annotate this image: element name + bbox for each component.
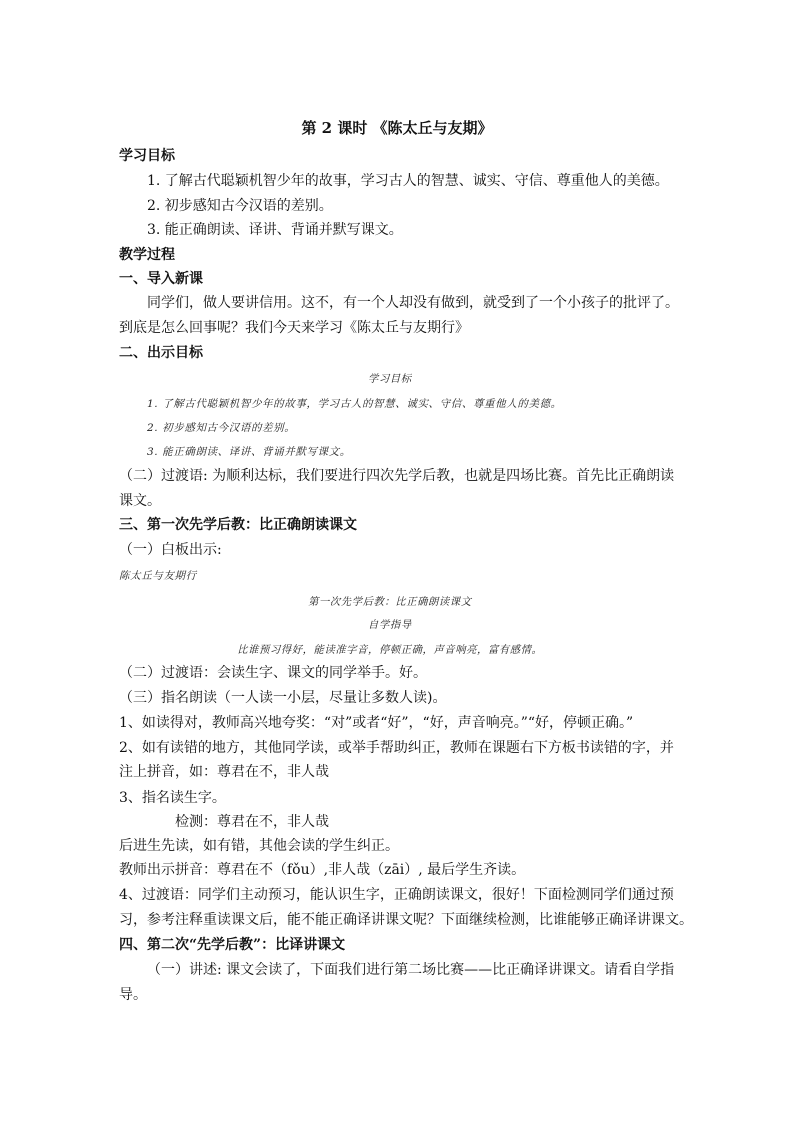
board-self-study-instruction: 比谁预习得好，能读准字音，停顿正确，声音响亮，富有感情。	[237, 644, 543, 656]
part4-heading: 四、第二次“先学后教”：比译讲课文	[119, 937, 346, 953]
board-lesson-title: 陈太丘与友期行	[119, 570, 197, 582]
part1-heading: 一、导入新课	[119, 271, 203, 287]
goal-item-1: 1. 了解古代聪颖机智少年的故事，学习古人的智慧、诚实、守信、尊重他人的美德。	[147, 173, 669, 189]
page-title: 第 2 课时 《陈太丘与友期》	[301, 119, 493, 137]
note-2-line1: 2、如有读错的地方，其他同学读，或举手帮助纠正，教师在课题右下方板书读错的字，并	[119, 740, 674, 756]
goal-item-3: 3. 能正确朗读、译讲、背诵并默写课文。	[147, 222, 403, 238]
process-heading: 教学过程	[119, 247, 175, 263]
board-reading-heading: 第一次先学后教：比正确朗读课文	[308, 596, 472, 608]
board-self-study-heading: 自学指导	[368, 619, 412, 631]
goal-item-2: 2. 初步感知古今汉语的差别。	[147, 198, 333, 214]
board-goals-title: 学习目标	[368, 373, 412, 385]
transition1-line2: 课文。	[119, 493, 161, 509]
pinyin-line: 教师出示拼音：尊君在不（fǒu）,非人哉（zāi）, 最后学生齐读。	[119, 862, 526, 878]
note-3: 3、指名读生字。	[119, 790, 226, 806]
note-4-line1: 4、过渡语：同学们主动预习，能认识生字，正确朗读课文，很好！下面检测同学们通过预	[119, 887, 674, 903]
note-1: 1、如读得对，教师高兴地夸奖：“对”或者“好”，“好，声音响亮。”“好，停顿正确。”	[119, 715, 634, 731]
check-line: 检测：尊君在不，非人哉	[175, 814, 329, 830]
part4-line2: 导。	[119, 987, 147, 1003]
after-line: 后进生先读，如有错，其他会读的学生纠正。	[119, 838, 399, 854]
board-goal-2: 2. 初步感知古今汉语的差别。	[147, 422, 296, 434]
transition1-line1: （二）过渡语: 为顺利达标，我们要进行四次先学后教，也就是四场比赛。首先比正确朗读	[119, 468, 675, 484]
goals-heading: 学习目标	[119, 148, 175, 164]
board-goal-1: 1. 了解古代聪颖机智少年的故事，学习古人的智慧、诚实、守信、尊重他人的美德。	[147, 398, 562, 410]
note-4-line2: 习，参考注释重读课文后，能不能正确译讲课文呢？下面继续检测，比谁能够正确译讲课文。	[119, 912, 693, 928]
step3-reading: （三）指名朗读（一人读一小层，尽量让多数人读)。	[119, 690, 447, 706]
whiteboard-label: （一）白板出示:	[119, 542, 222, 558]
step2-transition: （二）过渡语：会读生字、课文的同学举手。好。	[119, 665, 427, 681]
part2-heading: 二、出示目标	[119, 345, 203, 361]
part3-heading: 三、第一次先学后教：比正确朗读课文	[119, 517, 357, 533]
part1-paragraph-line1: 同学们，做人要讲信用。这不，有一个人却没有做到，就受到了一个小孩子的批评了。	[147, 295, 679, 311]
part1-paragraph-line2: 到底是怎么回事呢？我们今天来学习《陈太丘与友期行》	[119, 320, 469, 336]
note-2-line2: 注上拼音，如：尊君在不，非人哉	[119, 764, 329, 780]
part4-line1: （一）讲述: 课文会读了，下面我们进行第二场比赛——比正确译讲课文。请看自学指	[147, 962, 675, 978]
board-goal-3: 3. 能正确朗读、译讲、背诵并默写课文。	[147, 446, 351, 458]
